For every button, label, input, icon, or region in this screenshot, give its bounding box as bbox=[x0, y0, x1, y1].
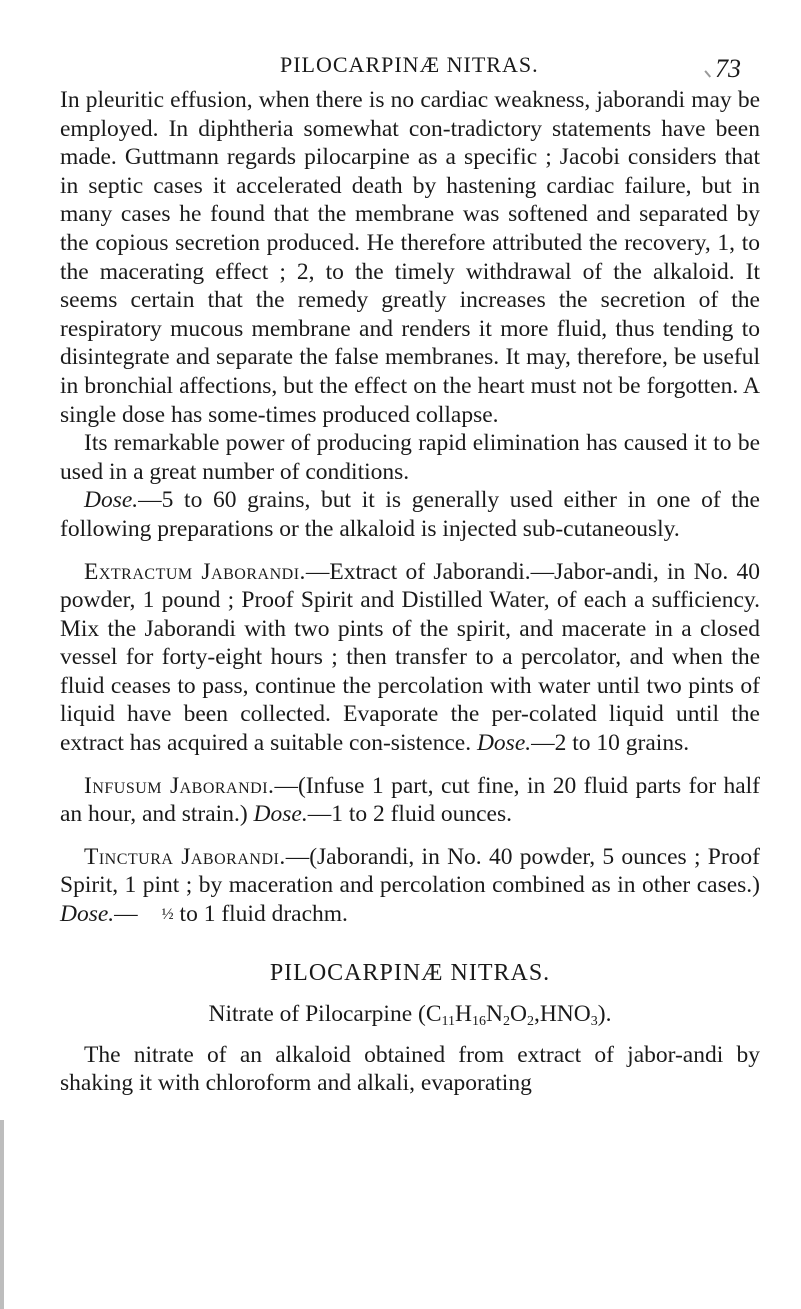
paragraph-diphtheria: In pleuritic effusion, when there is no cardiac weakness, jaborandi may be employed. In diphtheria somewhat con-tradictory statements have been made. Guttmann regards pilocarpine as a specific ; Jacobi considers that in septic cases it accelerated death by hastening cardiac failure, but in many cases he found that the membrane was softened and separated by the copious secretion produced. He therefore attributed the recovery, 1, to the macerating effect ; 2, to the timely withdrawal of the alkaloid. It seems certain that the remedy greatly increases the secretion of the respiratory mucous membrane and renders it more fluid, thus tending to disintegrate and separate the false membranes. It may, therefore, be useful in bronchial affections, but the effect on the heart must not be forgotten. A single dose has some-times produced collapse. bbox=[60, 87, 760, 428]
formula-sub-n: 2 bbox=[502, 1013, 510, 1029]
paragraph-nitrate: The nitrate of an alkaloid obtained from extract of jabor-andi by shaking it with chloroform and alkali, evaporating bbox=[60, 1041, 760, 1097]
tinctura-dose-fraction: ½ bbox=[161, 906, 174, 924]
extractum-dose-text: —2 to 10 grains. bbox=[531, 730, 690, 757]
infusum-text: —(Infuse 1 part, cut fine, in 20 fluid parts for half an hour, and strain.) bbox=[60, 772, 760, 828]
tinctura-heading: Tinctura Jaborandi. bbox=[84, 843, 286, 870]
formula-o: O bbox=[509, 1000, 527, 1027]
paragraph-tinctura bbox=[60, 843, 760, 930]
formula-sub-o3: 3 bbox=[590, 1013, 598, 1029]
formula-prefix: Nitrate of Pilocarpine (C bbox=[208, 1000, 442, 1027]
tinctura-dose-label: Dose. bbox=[60, 901, 115, 928]
body-text bbox=[60, 86, 760, 1098]
paragraph-extractum bbox=[60, 558, 760, 758]
formula-sub-c: 11 bbox=[441, 1013, 455, 1029]
paragraph-infusum bbox=[60, 772, 760, 829]
tinctura-dose-pre: — bbox=[114, 901, 138, 928]
page-number: 73 bbox=[715, 54, 741, 83]
tinctura-text: —(Jaborandi, in No. 40 powder, 5 ounces ; Proof Spirit, 1 pint ; by maceration and percolation combined as in other cases.) bbox=[60, 843, 760, 899]
infusum-dose-label: Dose. bbox=[253, 801, 308, 828]
extractum-text: —Extract of Jaborandi.—Jabor-andi, in No. 40 powder, 1 pound ; Proof Spirit and Distilled Water, of each a sufficiency. Mix the Jaborandi with two pints of the spirit, and macerate in a closed vessel for forty-eight hours ; then transfer to a percolator, and when the fluid ceases to pass, continue the percolation with water until two pints of liquid have been collected. Evaporate the per-colated liquid until the extract has acquired a suitable con-sistence. bbox=[60, 558, 760, 757]
running-head bbox=[60, 52, 760, 86]
dose-text: —5 to 60 grains, but it is generally used either in one of the following preparations or the alkaloid is injected sub-cutaneously. bbox=[60, 487, 760, 542]
formula-hno: ,HNO bbox=[533, 1000, 591, 1027]
formula-sub-o: 2 bbox=[526, 1013, 534, 1029]
infusum-heading: Infusum Jaborandi. bbox=[84, 772, 275, 799]
infusum-dose-text: —1 to 2 fluid ounces. bbox=[307, 801, 512, 828]
formula-suffix: ). bbox=[597, 1000, 612, 1027]
running-title: PILOCARPINÆ NITRAS. bbox=[280, 52, 539, 77]
paragraph-elimination: Its remarkable power of producing rapid elimination has caused it to be used in a great number of conditions. bbox=[60, 430, 760, 485]
section-title: PILOCARPINÆ NITRAS. bbox=[269, 959, 551, 986]
extractum-dose-label: Dose. bbox=[476, 730, 532, 757]
page-edge-shadow bbox=[0, 1120, 4, 1309]
extractum-heading: Extractum Jaborandi. bbox=[84, 558, 306, 585]
dose-label: Dose. bbox=[84, 487, 139, 514]
formula-sub-h: 16 bbox=[471, 1013, 486, 1029]
formula-h: H bbox=[455, 1000, 472, 1027]
tinctura-dose-post: to 1 fluid drachm. bbox=[173, 901, 348, 928]
paragraph-dose bbox=[60, 486, 760, 543]
book-page bbox=[60, 52, 760, 1098]
formula-n: N bbox=[485, 1000, 503, 1027]
formula-line bbox=[60, 999, 760, 1029]
